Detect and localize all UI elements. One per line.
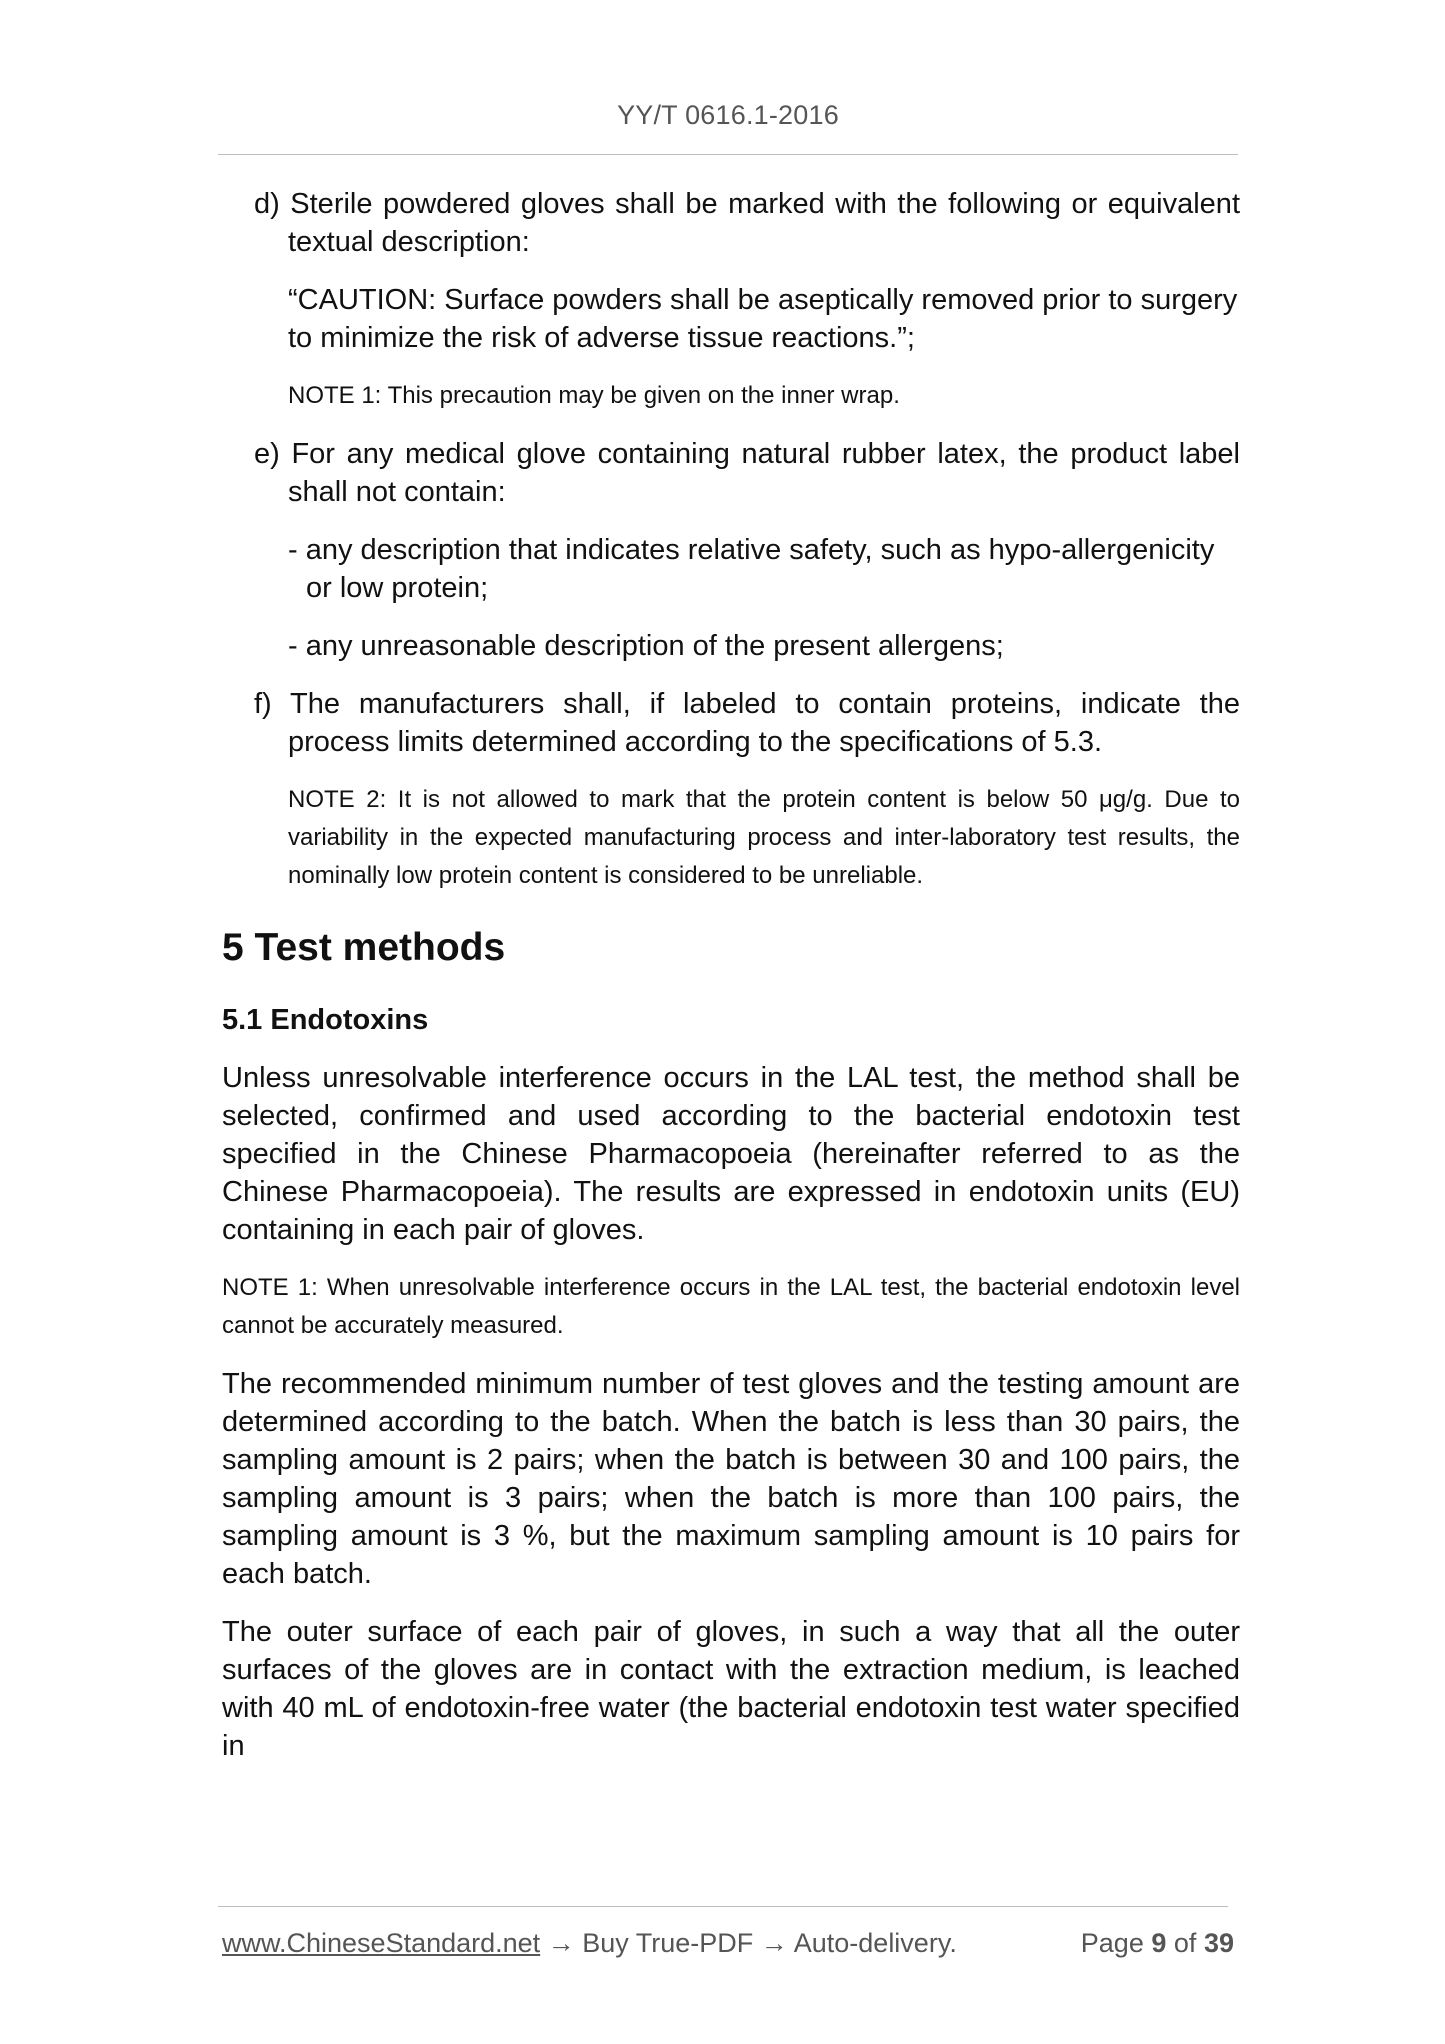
note-f: NOTE 2: It is not allowed to mark that the protein content is below 50 μg/g. Due to variability in the expected manufacturing process and inter-laboratory test results, the nominally low protein content is considered to be unreliable.: [288, 786, 1240, 889]
list-item-f: f) The manufacturers shall, if labeled to contain proteins, indicate the process limits determined according to the specifications of 5.3.: [254, 688, 1240, 758]
page-content: [222, 185, 1240, 1765]
page-label: Page: [1080, 1928, 1144, 1958]
page-number: 9: [1151, 1928, 1167, 1958]
caution-quote: “CAUTION: Surface powders shall be aseptically removed prior to surgery to minimize the risk of adverse tissue reactions.”;: [288, 284, 1238, 354]
list-item-e: e) For any medical glove containing natural rubber latex, the product label shall not contain:: [254, 438, 1240, 508]
dash-item-1: - any description that indicates relative safety, such as hypo-allergenicity or low protein;: [288, 534, 1215, 604]
page-footer: [222, 1928, 1234, 1959]
page-total: 39: [1203, 1928, 1234, 1958]
footer-divider: [218, 1906, 1228, 1907]
note-section-1: NOTE 1: When unresolvable interference occurs in the LAL test, the bacterial endotoxin level cannot be accurately measured.: [222, 1274, 1240, 1339]
section-title: 5 Test methods: [222, 926, 506, 969]
paragraph-2: The recommended minimum number of test gloves and the testing amount are determined according to the batch. When the batch is less than 30 pairs, the sampling amount is 2 pairs; when the batch is between 30 and 100 pairs, the sampling amount is 3 pairs; when the batch is more than 100 pairs, the sampling amount is 3 %, but the maximum sampling amount is 10 pairs for each batch.: [222, 1368, 1240, 1590]
footer-promo: → Buy True-PDF → Auto-delivery.: [540, 1928, 957, 1958]
page-indicator: [1081, 1928, 1234, 1959]
paragraph-3: The outer surface of each pair of gloves, in such a way that all the outer surfaces of the gloves are in contact with the extraction medium, is leached with 40 mL of endotoxin-free water (the bacterial endotoxin test water specified in: [222, 1616, 1240, 1762]
document-header: YY/T 0616.1-2016: [617, 100, 839, 130]
note-d: NOTE 1: This precaution may be given on the inner wrap.: [288, 382, 900, 409]
footer-left: [222, 1928, 957, 1959]
website-link[interactable]: www.ChineseStandard.net: [222, 1928, 541, 1958]
list-item-d: d) Sterile powdered gloves shall be marked with the following or equivalent textual description:: [254, 188, 1240, 258]
of-label: of: [1173, 1928, 1197, 1958]
header-divider: [218, 154, 1238, 155]
subsection-title: 5.1 Endotoxins: [222, 1004, 429, 1036]
paragraph-1: Unless unresolvable interference occurs in the LAL test, the method shall be selected, confirmed and used according to the bacterial endotoxin test specified in the Chinese Pharmacopoeia (hereinafter referred to as the Chinese Pharmacopoeia). The results are expressed in endotoxin units (EU) containing in each pair of gloves.: [222, 1062, 1240, 1246]
dash-item-2: - any unreasonable description of the present allergens;: [288, 630, 1004, 662]
